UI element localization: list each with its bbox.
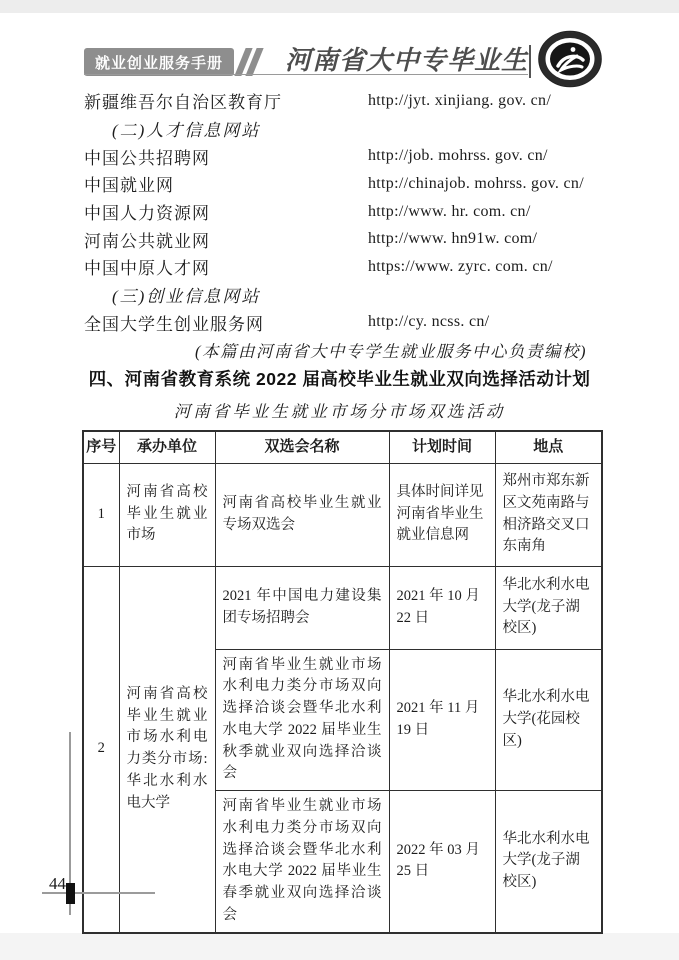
col-header-time: 计划时间 <box>389 431 495 463</box>
brand-title: 河南省大中专毕业生 <box>284 45 528 75</box>
editor-note-text: (本篇由河南省大中专学生就业服务中心负责编校) <box>195 342 587 362</box>
table-row <box>83 463 602 566</box>
website-directory <box>84 87 601 364</box>
site-name: 全国大学生创业服务网 <box>84 314 264 334</box>
col-header-seq: 序号 <box>83 431 119 463</box>
editor-note <box>84 336 601 364</box>
booklet-title: 就业创业服务手册 <box>94 54 223 72</box>
list-item <box>84 198 601 226</box>
section-title: 四、河南省教育系统 2022 届高校毕业生就业双向选择活动计划 <box>88 369 591 389</box>
job-fair-schedule-table <box>82 430 603 934</box>
cell-time: 2022 年 03 月 25 日 <box>389 791 495 933</box>
site-name: 中国公共招聘网 <box>84 148 210 168</box>
list-item <box>84 170 601 198</box>
section-subtitle: 河南省毕业生就业市场分市场双选活动 <box>173 402 506 421</box>
col-header-unit: 承办单位 <box>119 431 215 463</box>
cell-name: 河南省高校毕业生就业专场双选会 <box>215 463 389 566</box>
list-subheading <box>84 281 601 309</box>
page-number: 44 <box>49 874 66 893</box>
list-item <box>84 253 601 281</box>
list-item <box>84 87 601 115</box>
site-url: http://jyt. xinjiang. gov. cn/ <box>368 91 552 109</box>
table-row <box>83 566 602 649</box>
site-name: 中国就业网 <box>84 176 174 196</box>
cell-time: 2021 年 11 月 19 日 <box>389 649 495 791</box>
scan-edge-top <box>0 0 679 13</box>
cell-name: 河南省毕业生就业市场水利电力类分市场双向选择洽谈会暨华北水利水电大学 2022 届毕业生春季就业双向选择洽谈会 <box>215 791 389 933</box>
site-name: 中国人力资源网 <box>84 204 210 224</box>
table-header-row <box>83 431 602 463</box>
scan-edge-bottom <box>0 933 679 960</box>
cell-unit: 河南省高校毕业生就业市场水利电力类分市场:华北水利水电大学 <box>119 566 215 933</box>
cell-name: 河南省毕业生就业市场水利电力类分市场双向选择洽谈会暨华北水利水电大学 2022 届毕业生秋季就业双向选择洽谈会 <box>215 649 389 791</box>
booklet-title-banner <box>84 48 234 76</box>
brand-divider <box>529 45 531 78</box>
list-item <box>84 142 601 170</box>
cell-loc: 郑州市郑东新区文苑南路与相济路交叉口东南角 <box>495 463 602 566</box>
site-url: http://cy. ncss. cn/ <box>368 313 490 331</box>
cell-seq: 1 <box>83 463 119 566</box>
cell-loc: 华北水利水电大学(龙子湖校区) <box>495 791 602 933</box>
employment-seal-icon <box>537 29 603 94</box>
site-name: 河南公共就业网 <box>84 231 210 251</box>
list-subheading <box>84 115 601 143</box>
site-name: 中国中原人才网 <box>84 259 210 279</box>
cell-unit: 河南省高校毕业生就业市场 <box>119 463 215 566</box>
cell-loc: 华北水利水电大学(龙子湖校区) <box>495 566 602 649</box>
site-name: 新疆维吾尔自治区教育厅 <box>84 93 282 113</box>
cell-name: 2021 年中国电力建设集团专场招聘会 <box>215 566 389 649</box>
site-url: http://www. hn91w. com/ <box>368 230 538 248</box>
list-item <box>84 309 601 337</box>
list-item <box>84 225 601 253</box>
cell-time: 具体时间详见河南省毕业生就业信息网 <box>389 463 495 566</box>
col-header-name: 双选会名称 <box>215 431 389 463</box>
col-header-loc: 地点 <box>495 431 602 463</box>
subheading-label: (二)人才信息网站 <box>112 121 261 141</box>
cell-loc: 华北水利水电大学(花园校区) <box>495 649 602 791</box>
cell-seq: 2 <box>83 566 119 933</box>
site-url: http://www. hr. com. cn/ <box>368 202 531 220</box>
subheading-label: (三)创业信息网站 <box>112 287 261 307</box>
binding-mark <box>66 883 75 904</box>
cell-time: 2021 年 10 月 22 日 <box>389 566 495 649</box>
site-url: http://job. mohrss. gov. cn/ <box>368 147 548 165</box>
site-url: http://chinajob. mohrss. gov. cn/ <box>368 174 584 192</box>
site-url: https://www. zyrc. com. cn/ <box>368 257 553 275</box>
